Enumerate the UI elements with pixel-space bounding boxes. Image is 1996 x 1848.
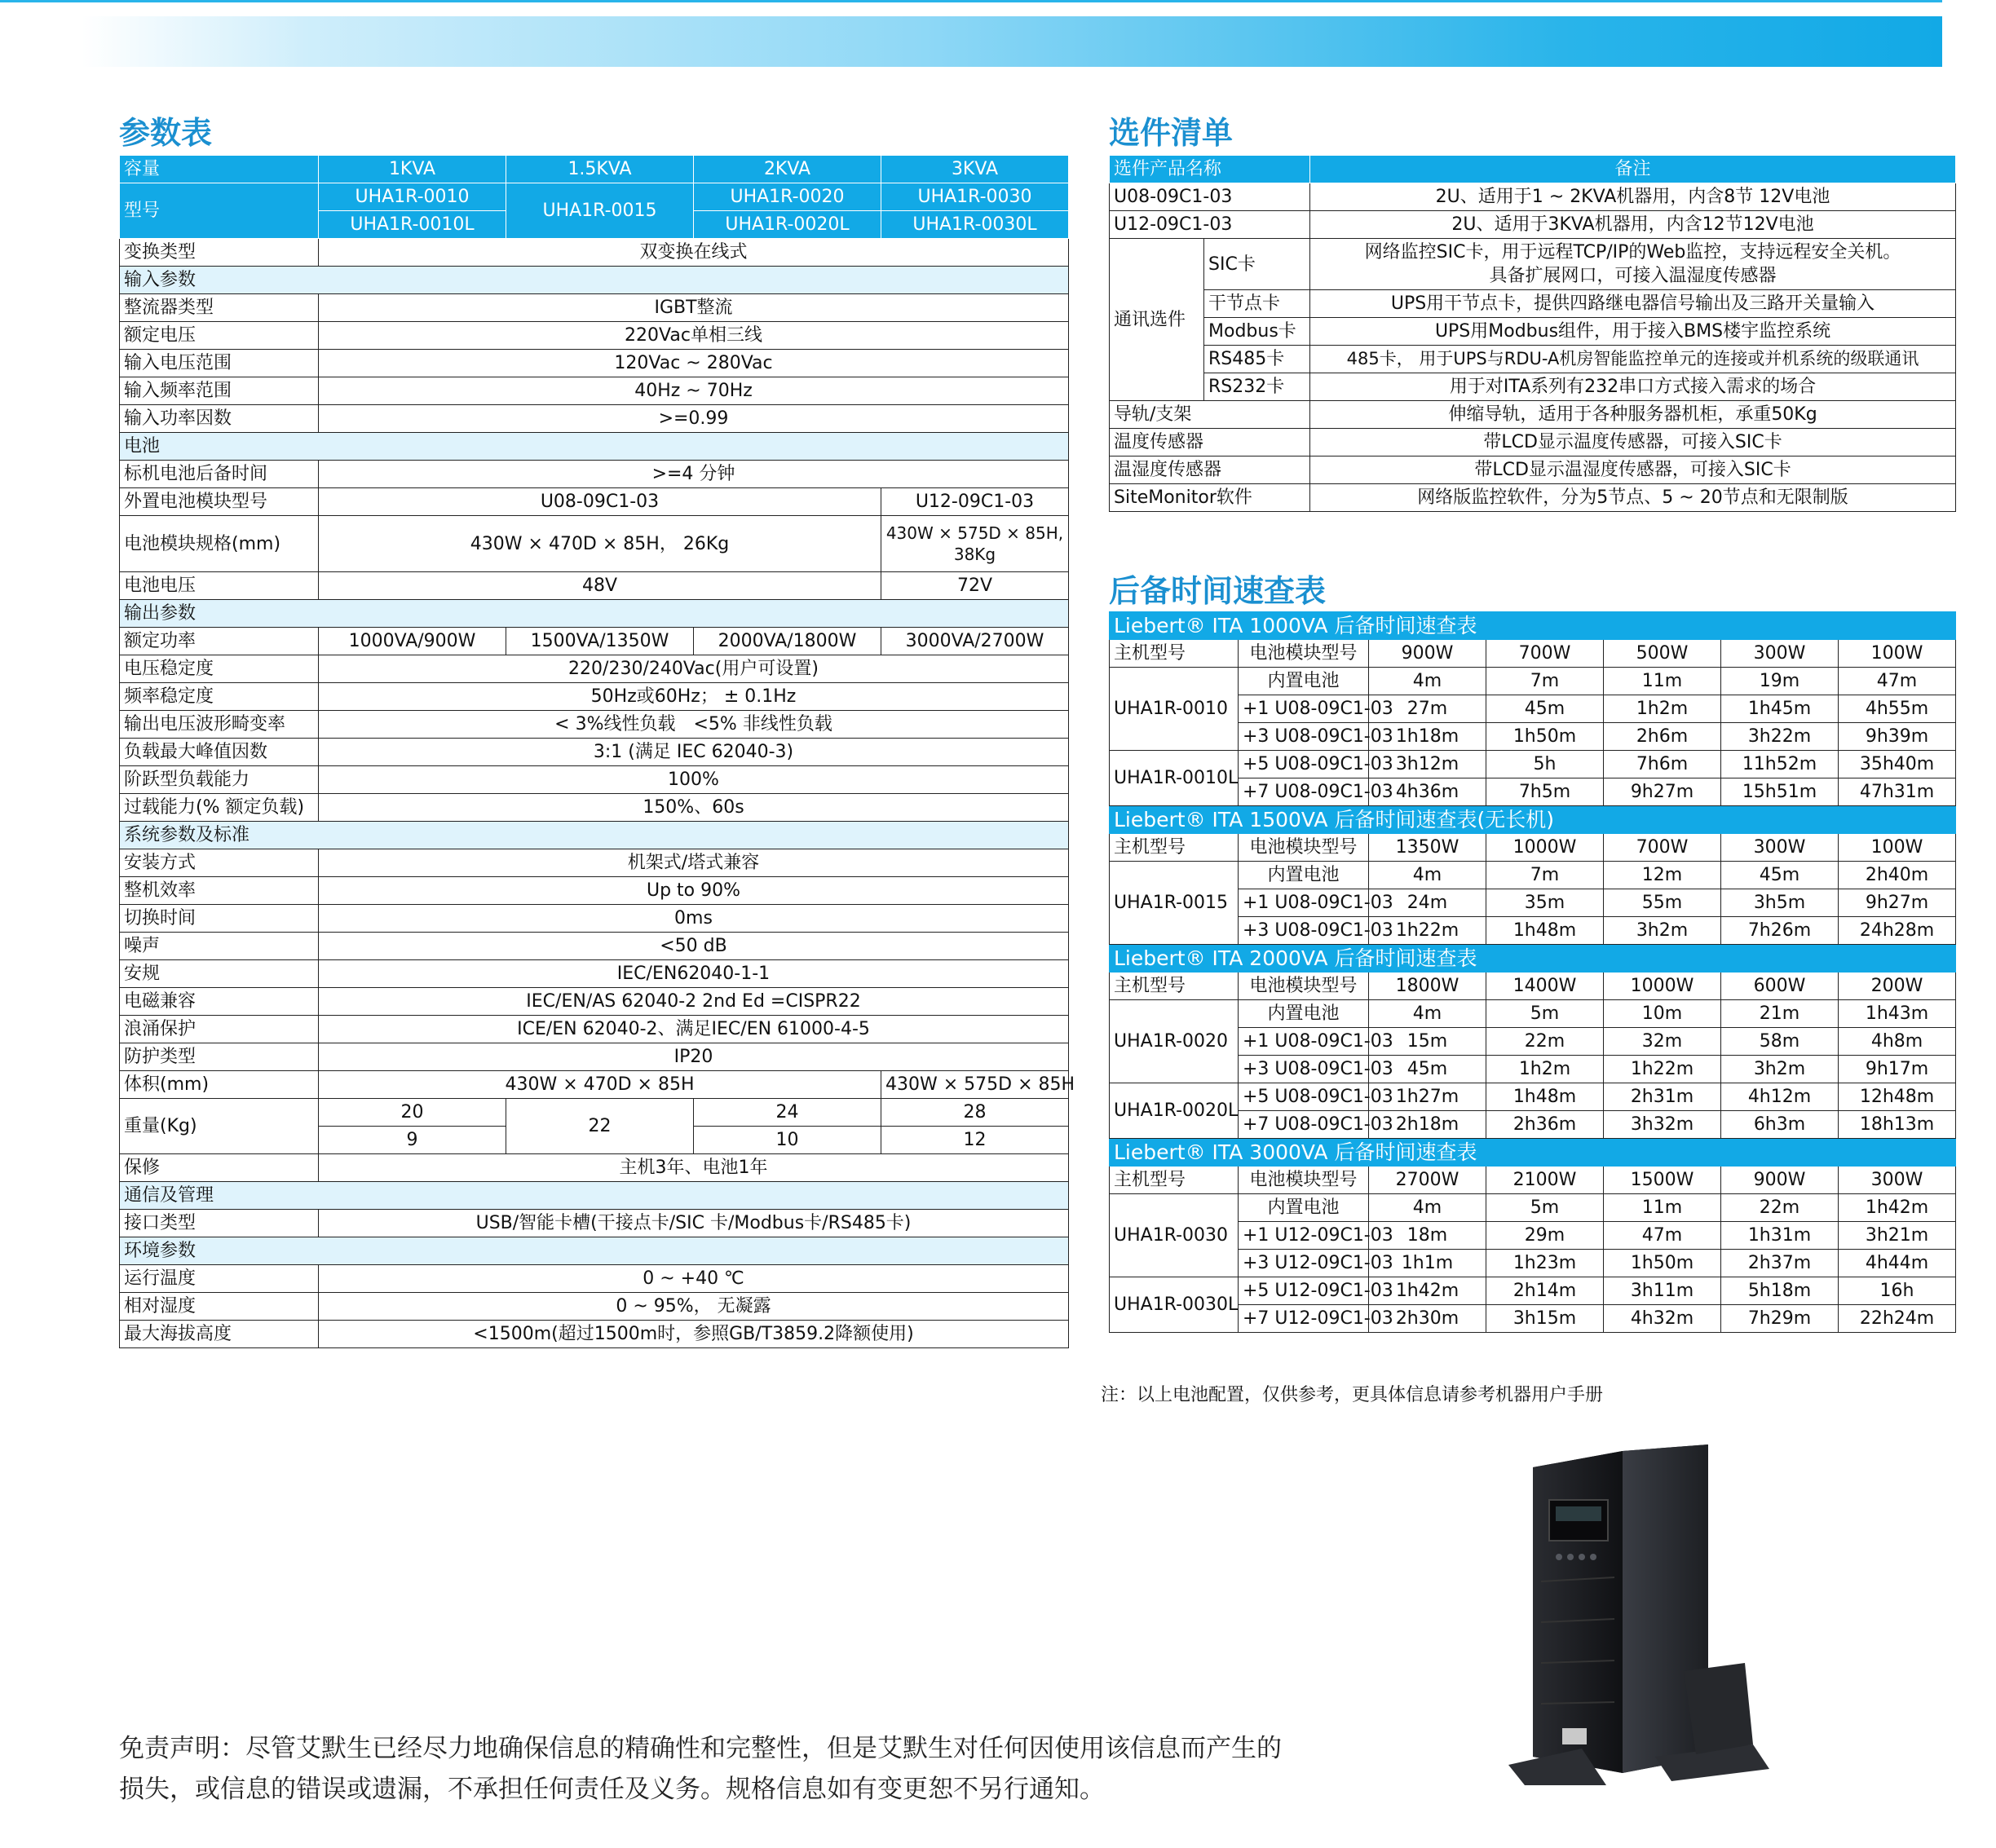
table-row: +1 U08-09C1-03 27m 45m 1h2m 1h45m 4h55m [1110,695,1956,723]
params-table [119,155,1075,1348]
table-row: 输入电压范围 120Vac ~ 280Vac [120,350,1069,377]
section-row: 系统参数及标准 [120,822,1069,849]
table-row: +3 U12-09C1-03 1h1m 1h23m 1h50m 2h37m 4h44m [1110,1250,1956,1277]
backup-table [1109,611,1956,1333]
table-row: UHA1R-0015 内置电池 4m 7m 12m 45m 2h40m [1110,862,1956,889]
table-row: 电池电压 48V 72V [120,572,1069,600]
section-row: 通信及管理 [120,1182,1069,1210]
table-row: 阶跃型负载能力 100% [120,766,1069,794]
table-row: 频率稳定度 50Hz或60Hz； ± 0.1Hz [120,683,1069,711]
section-row: 电池 [120,433,1069,461]
table-row: 输入功率因数 >=0.99 [120,405,1069,433]
table-row: U08-09C1-03 2U、适用于1 ~ 2KVA机器用，内含8节 12V电池 [1110,183,1956,211]
table-row: +1 U12-09C1-03 18m 29m 47m 1h31m 3h21m [1110,1222,1956,1250]
table-row: 电池模块规格(mm) 430W × 470D × 85H， 26Kg 430W × 575D × 85H, 38Kg [120,516,1069,572]
table-row: 过载能力(% 额定负载) 150%、60s [120,794,1069,822]
table-row: +3 U08-09C1-03 1h18m 1h50m 2h6m 3h22m 9h39m [1110,723,1956,751]
table-row: UHA1R-0010L +5 U08-09C1-03 3h12m 5h 7h6m 11h52m 35h40m [1110,751,1956,778]
table-row: 输出电压波形畸变率 < 3%线性负载 <5% 非线性负载 [120,711,1069,739]
weight-row: 重量(Kg) 20 22 24 28 [120,1099,1069,1127]
backup-caption-3000va: Liebert® ITA 3000VA 后备时间速查表 [1110,1139,1956,1167]
table-row: 最大海拔高度 <1500m(超过1500m时，参照GB/T3859.2降额使用) [120,1321,1069,1348]
backup-header: 主机型号 电池模块型号 900W 700W 500W 300W 100W [1110,640,1956,668]
table-row: 额定电压 220Vac单相三线 [120,322,1069,350]
table-row: 变换类型 双变换在线式 [120,239,1069,267]
table-row: +7 U12-09C1-03 2h30m 3h15m 4h32m 7h29m 22h24m [1110,1305,1956,1333]
table-row: +3 U08-09C1-03 1h22m 1h48m 3h2m 7h26m 24h28m [1110,917,1956,945]
disclaimer: 免责声明：尽管艾默生已经尽力地确保信息的精确性和完整性，但是艾默生对任何因使用该信息而产生的 损失，或信息的错误或遗漏，不承担任何责任及义务。规格信息如有变更恕不另行通知。 [119,1734,1282,1804]
table-row: +7 U08-09C1-03 4h36m 7h5m 9h27m 15h51m 47h31m [1110,778,1956,806]
table-row: +1 U08-09C1-03 15m 22m 32m 58m 4h8m [1110,1028,1956,1056]
header-gradient-bar [82,16,1942,67]
backup-header: 主机型号 电池模块型号 1350W 1000W 700W 300W 100W [1110,834,1956,862]
table-row: 标机电池后备时间 >=4 分钟 [120,461,1069,488]
table-row: 接口类型 USB/智能卡槽(干接点卡/SIC 卡/Modbus卡/RS485卡) [120,1210,1069,1237]
table-row: UHA1R-0030L +5 U12-09C1-03 1h42m 2h14m 3h11m 5h18m 16h [1110,1277,1956,1305]
backup-title: 后备时间速查表 [1109,573,1327,609]
table-row: 安规 IEC/EN62040-1-1 [120,960,1069,988]
table-row: 电磁兼容 IEC/EN/AS 62040-2 2nd Ed =CISPR22 [120,988,1069,1016]
table-row: UHA1R-0020L +5 U08-09C1-03 1h27m 1h48m 2h31m 4h12m 12h48m [1110,1083,1956,1111]
table-row: 运行温度 0 ~ +40 ℃ [120,1265,1069,1293]
table-row: 导轨/支架 伸缩导轨，适用于各种服务器机柜，承重50Kg [1110,401,1956,429]
table-row: 整流器类型 IGBT整流 [120,294,1069,322]
table-row: 通讯选件 SIC卡 网络监控SIC卡，用于远程TCP/IP的Web监控，支持远程安全关机。 具备扩展网口，可接入温湿度传感器 [1110,239,1956,290]
table-row: +3 U08-09C1-03 45m 1h2m 1h22m 3h2m 9h17m [1110,1056,1956,1083]
weight-row-b: 9 10 12 [120,1127,1069,1154]
table-row: 浪涌保护 ICE/EN 62040-2、满足IEC/EN 61000-4-5 [120,1016,1069,1043]
table-row: 干节点卡 UPS用干节点卡，提供四路继电器信号输出及三路开关量输入 [1110,290,1956,318]
backup-note: 注：以上电池配置，仅供参考，更具体信息请参考机器用户手册 [1101,1385,1604,1405]
backup-caption-2000va: Liebert® ITA 2000VA 后备时间速查表 [1110,945,1956,973]
section-row: 输入参数 [120,267,1069,294]
table-row: Modbus卡 UPS用Modbus组件，用于接入BMS楼宇监控系统 [1110,318,1956,346]
table-row: 切换时间 0ms [120,905,1069,933]
model-row-l: UHA1R-0010L UHA1R-0020L UHA1R-0030L [120,211,1069,239]
table-row: SiteMonitor软件 网络版监控软件，分为5节点、5 ~ 20节点和无限制版 [1110,484,1956,512]
table-row: UHA1R-0030 内置电池 4m 5m 11m 22m 1h42m [1110,1194,1956,1222]
table-row: 安装方式 机架式/塔式兼容 [120,849,1069,877]
options-title: 选件清单 [1109,115,1234,151]
table-row: 噪声 <50 dB [120,933,1069,960]
table-row: 电压稳定度 220/230/240Vac(用户可设置) [120,655,1069,683]
table-row: 额定功率 1000VA/900W 1500VA/1350W 2000VA/1800W 3000VA/2700W [120,628,1069,655]
backup-header: 主机型号 电池模块型号 1800W 1400W 1000W 600W 200W [1110,973,1956,1000]
section-row: 环境参数 [120,1237,1069,1265]
table-row: 外置电池模块型号 U08-09C1-03 U12-09C1-03 [120,488,1069,516]
table-row: UHA1R-0010 内置电池 4m 7m 11m 19m 47m [1110,668,1956,695]
table-row: 相对湿度 0 ~ 95%， 无凝露 [120,1293,1069,1321]
model-row: 型号 UHA1R-0010 UHA1R-0015 UHA1R-0020 UHA1R-0030 [120,183,1069,211]
table-row: RS485卡 485卡， 用于UPS与RDU-A机房智能监控单元的连接或并机系统的级联通讯 [1110,346,1956,373]
table-row: UHA1R-0020 内置电池 4m 5m 10m 21m 1h43m [1110,1000,1956,1028]
capacity-row: 容量 1KVA 1.5KVA 2KVA 3KVA [120,156,1069,183]
table-row: 防护类型 IP20 [120,1043,1069,1071]
table-row: 温度传感器 带LCD显示温度传感器，可接入SIC卡 [1110,429,1956,456]
table-row: +1 U08-09C1-03 24m 35m 55m 3h5m 9h27m [1110,889,1956,917]
table-row: 整机效率 Up to 90% [120,877,1069,905]
options-header: 选件产品名称 备注 [1110,156,1956,183]
options-table [1109,155,1956,512]
table-row: U12-09C1-03 2U、适用于3KVA机器用，内含12节12V电池 [1110,211,1956,239]
ups-product-image [1508,1435,1769,1785]
table-row: +7 U08-09C1-03 2h18m 2h36m 3h32m 6h3m 18h13m [1110,1111,1956,1139]
params-title: 参数表 [119,115,213,151]
table-row: 保修 主机3年、电池1年 [120,1154,1069,1182]
table-row: 温湿度传感器 带LCD显示温湿度传感器，可接入SIC卡 [1110,456,1956,484]
table-row: RS232卡 用于对ITA系列有232串口方式接入需求的场合 [1110,373,1956,401]
top-rule [0,0,1942,2]
backup-header: 主机型号 电池模块型号 2700W 2100W 1500W 900W 300W [1110,1167,1956,1194]
table-row: 输入频率范围 40Hz ~ 70Hz [120,377,1069,405]
table-row: 负载最大峰值因数 3:1 (满足 IEC 62040-3) [120,739,1069,766]
backup-caption-1000va: Liebert® ITA 1000VA 后备时间速查表 [1110,612,1956,640]
section-row: 输出参数 [120,600,1069,628]
table-row: 体积(mm) 430W × 470D × 85H 430W × 575D × 85H [120,1071,1069,1099]
backup-caption-1500va: Liebert® ITA 1500VA 后备时间速查表(无长机) [1110,806,1956,834]
